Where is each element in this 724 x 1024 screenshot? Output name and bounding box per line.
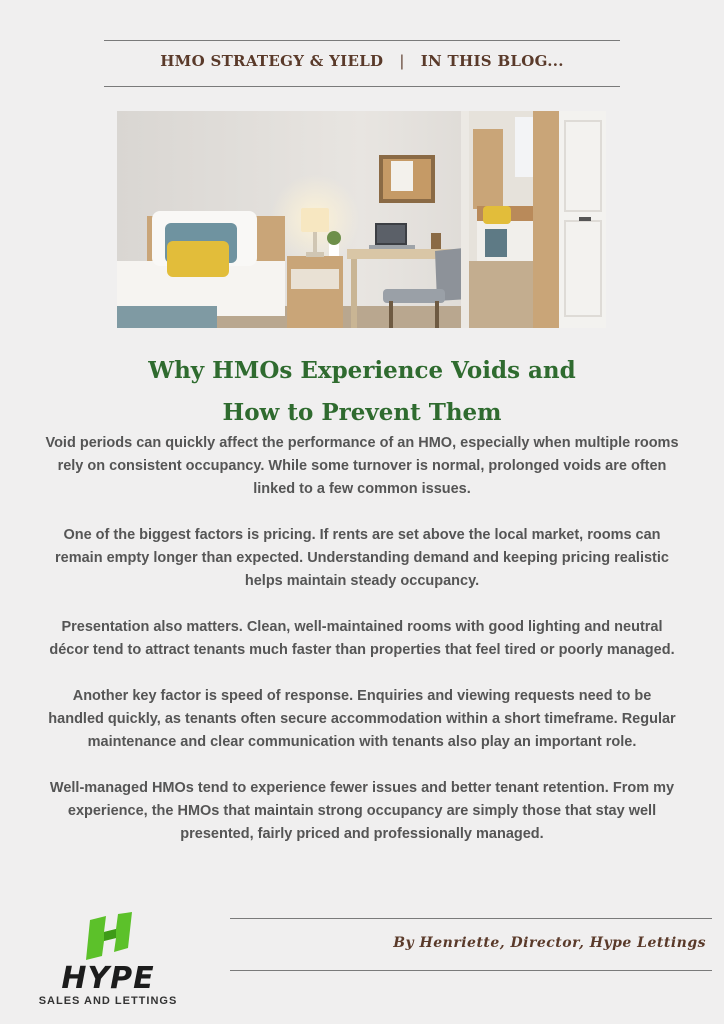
byline-top-rule [230, 918, 712, 919]
header-category: HMO STRATEGY & YIELD [160, 52, 384, 70]
paragraph-4: Another key factor is speed of response. Enquiries and viewing requests need to be handled quickly, as tenants often secure accommodation within a short timeframe. Regular maintenance and clear communication with tenants also play an important role. [48, 688, 676, 750]
byline: By Henriette, Director, Hype Lettings [393, 935, 706, 951]
article-title-line-1: Why HMOs Experience Voids and [148, 357, 576, 384]
article-title [60, 350, 664, 434]
bedroom-photo [117, 111, 606, 328]
article-body [44, 432, 680, 869]
svg-text:HYPE: HYPE [61, 961, 155, 996]
header-bottom-rule [104, 86, 620, 87]
logo-mark-icon [86, 912, 132, 960]
header-section: IN THIS BLOG... [420, 52, 564, 70]
header-separator: | [399, 52, 405, 70]
header-top-rule [104, 40, 620, 41]
logo-tagline: SALES AND LETTINGS [38, 995, 178, 1007]
header [104, 52, 620, 70]
paragraph-5: Well-managed HMOs tend to experience fewer issues and better tenant retention. From my experience, the HMOs that maintain strong occupancy are simply those that stay well presented, fairly priced and professionally managed. [49, 780, 675, 842]
byline-bottom-rule [230, 970, 712, 971]
paragraph-1: Void periods can quickly affect the performance of an HMO, especially when multiple rooms rely on consistent occupancy. While some turnover is normal, prolonged voids are often linked to a few common issues. [45, 435, 679, 497]
paragraph-2: One of the biggest factors is pricing. If rents are set above the local market, rooms can remain empty longer than expected. Understanding demand and keeping pricing realistic helps maintain steady occupancy. [55, 527, 669, 589]
paragraph-3: Presentation also matters. Clean, well-maintained rooms with good lighting and neutral décor tend to attract tenants much faster than properties that feel tired or poorly managed. [49, 619, 675, 658]
article-title-line-2: How to Prevent Them [222, 399, 502, 426]
